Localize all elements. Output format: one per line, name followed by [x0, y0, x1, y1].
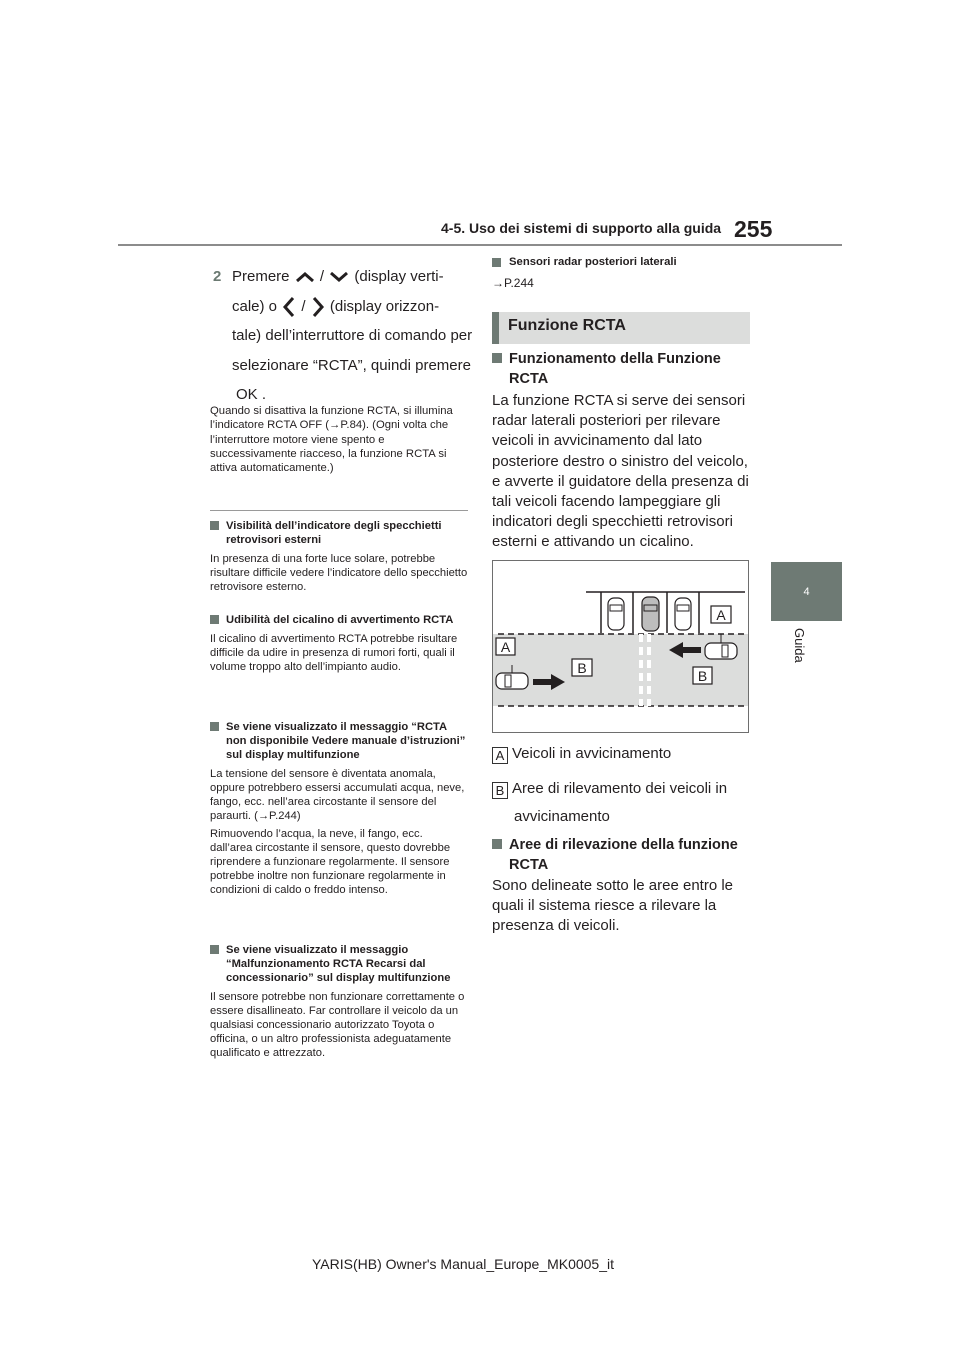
step-text: . [261, 386, 267, 403]
step-text: (display verti- [354, 268, 444, 285]
chevron-up-icon [294, 270, 316, 284]
legend-item-b [492, 780, 727, 799]
heading-text: Funzionamento della Funzione RCTA [509, 351, 721, 387]
caution-title: Visibilità dell’indicatore degli specchietti retrovisori esterni [226, 520, 442, 546]
caution-mirror-indicator [210, 519, 468, 598]
caution-text: In presenza di una forte luce solare, potrebbe risultare difficile vedere l’indicatore dello specchietto retrovisore esterno. [210, 553, 468, 593]
caution-text: Il cicalino di avvertimento RCTA potrebbe risultare difficile da udire in presenza di rumori forti, quali il volume troppo alto dell’impianto audio. [210, 633, 458, 673]
caution-title: Se viene visualizzato il messaggio “RCTA non disponibile Vedere manuale d’istruzioni” sul display multifunzione [226, 721, 466, 761]
step-separator: / [319, 268, 325, 285]
legend-text-continued: avvicinamento [514, 808, 610, 825]
caution-buzzer [210, 613, 468, 678]
label-a: A [716, 607, 726, 623]
heading-text: Aree di rilevazione della funzione RCTA [509, 837, 738, 873]
square-bullet-icon [210, 615, 219, 624]
banner-accent [492, 312, 499, 344]
heading-text: Sensori radar posteriori laterali [509, 256, 677, 268]
caution-text: Il sensore potrebbe non funzionare correttamente o essere disallineato. Far controllare il veicolo da un qualsiasi concessionario autorizzato Toyota o officina, o un altro professionista adeguatamente qualificato e attrezzato. [210, 991, 465, 1059]
caution-title: Se viene visualizzato il messaggio “Malfunzionamento RCTA Recarsi dal concessionario” sul display multifunzione [226, 944, 451, 984]
legend-text: Veicoli in avvicinamento [512, 745, 672, 762]
banner-title: Funzione RCTA [508, 317, 626, 334]
reversing-car [642, 597, 659, 631]
function-text: La funzione RCTA si serve dei sensori radar laterali posteriori per rilevare veicoli in avvicinamento dal lato posteriore destro o sinistro del veicolo, e avverte il guidatore della presenza di tali veicoli facendo lampeggiare gli indicatori degli specchietti retrovisori esterni e attivando un cicalino. [492, 392, 749, 551]
step-text: (display orizzon- [329, 297, 440, 315]
areas-heading [492, 835, 751, 875]
approaching-car-left [496, 673, 528, 689]
parked-car [675, 598, 691, 630]
step-2 [214, 262, 474, 410]
square-bullet-icon [492, 258, 501, 267]
approaching-car-right [705, 643, 737, 659]
header-rule [118, 244, 842, 246]
square-bullet-icon [492, 839, 502, 849]
sensors-heading [492, 256, 677, 268]
caution-rcta-malfunction [210, 943, 468, 1064]
label-b: B [697, 668, 708, 684]
function-heading [492, 349, 751, 389]
label-a: A [500, 639, 511, 655]
page-reference: →P.244 [492, 276, 534, 290]
legend-key: A [492, 747, 508, 764]
step-separator: / [301, 297, 306, 315]
square-bullet-icon [492, 353, 502, 363]
areas-text: Sono delineate sotto le aree entro le quali il sistema riesce a rilevare la presenza di veicoli. [492, 877, 734, 935]
parked-car [608, 598, 624, 630]
chapter-number: 4 [803, 586, 810, 598]
step-text: selezionare “RCTA”, quindi premere [232, 356, 471, 374]
note-text: Quando si disattiva la funzione RCTA, si illumina l’indicatore RCTA OFF (→P.84). (Ogni volta che l’interruttore motore viene spento e successivamente riacceso, la funzione RCTA si attiva automaticamente.) [210, 405, 453, 475]
legend-text: Aree di rilevamento dei veicoli in [512, 780, 728, 797]
footer-text: YARIS(HB) Owner's Manual_Europe_MK0005_it [312, 1256, 614, 1272]
step-text: Premere [232, 268, 290, 285]
rcta-diagram [492, 560, 749, 733]
legend-item-a [492, 745, 671, 764]
caution-title: Udibilità del cicalino di avvertimento RCTA [226, 614, 454, 626]
label-b: B [577, 660, 587, 676]
section-title: 4-5. Uso dei sistemi di supporto alla guida [441, 220, 722, 236]
square-bullet-icon [210, 722, 219, 731]
step-text: cale) o [232, 297, 278, 315]
divider [210, 510, 468, 511]
page-number: 255 [734, 216, 773, 242]
legend-key: B [492, 782, 508, 799]
caution-text: La tensione del sensore è diventata anomala, oppure potrebbero essersi accumulati acqua, neve, fango, ecc. nell’area circostante il sensore del paraurti. (→P.244) [210, 768, 465, 822]
chevron-right-icon [310, 295, 326, 319]
step-number: 2 [213, 268, 222, 285]
ok-button-label: OK [236, 386, 258, 403]
square-bullet-icon [210, 945, 219, 954]
chapter-label: Guida [792, 628, 807, 663]
square-bullet-icon [210, 521, 219, 530]
chevron-down-icon [328, 270, 350, 284]
caution-text: Rimuovendo l’acqua, la neve, il fango, ecc. dall’area circostante il sensore, questo dovrebbe riprendere a funzionare regolarmente. Il sensore potrebbe inoltre non funzionare regolarmente in condizioni di caldo o freddo intenso. [210, 828, 451, 896]
step-text: tale) dell’interruttore di comando per [232, 327, 473, 344]
chevron-left-icon [281, 295, 297, 319]
parking-illustration [493, 561, 748, 732]
caution-rcta-unavailable [210, 720, 468, 901]
